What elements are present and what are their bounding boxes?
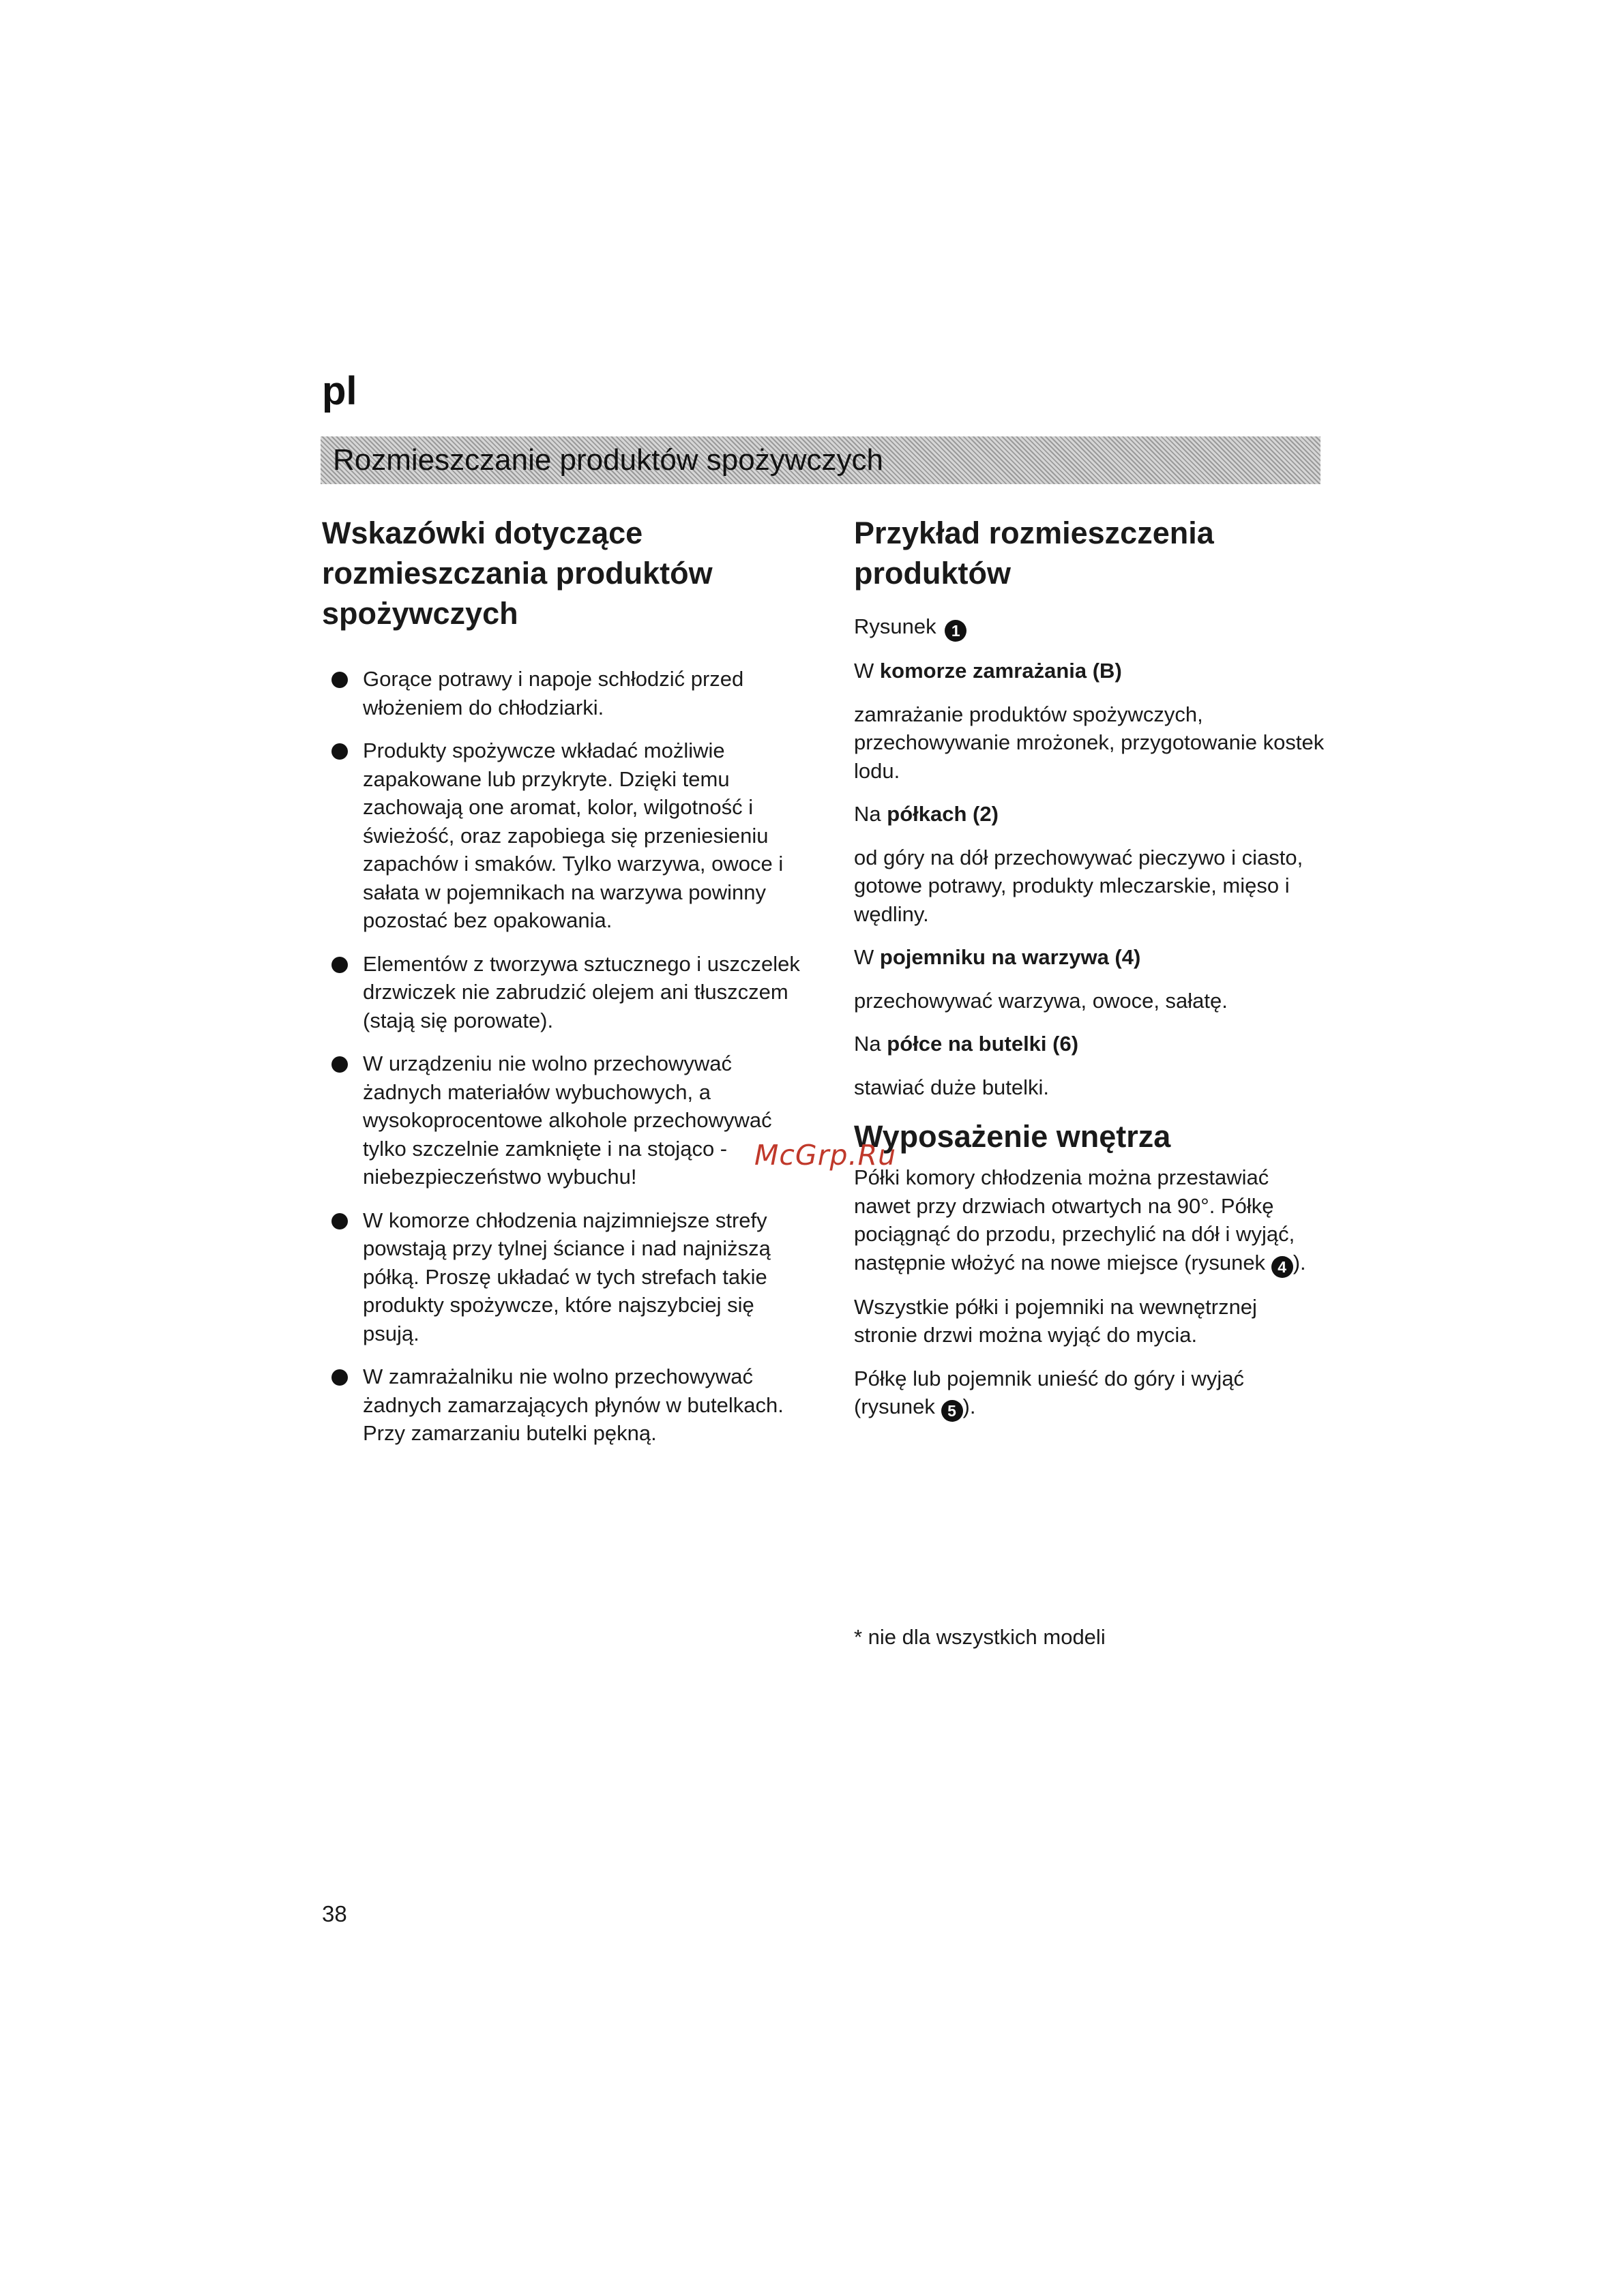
interior-heading: Wyposażenie wnętrza [854, 1119, 1171, 1154]
item-text: przechowywać warzywa, owoce, sałatę. [854, 988, 1228, 1013]
item-label: W pojemniku na warzywa (4) [854, 945, 1141, 969]
bullet-icon [331, 1213, 348, 1229]
list-item: Produkty spożywcze wkładać możliwie zapakowane lub przykryte. Dzięki temu zachowają one aromat, kolor, wilgotność i świeżość, oraz zapobiega się przeniesieniu zapachów i smaków. Tylko warzywa, owoce i sałata w pojemnikach na warzywa powinny pozostać bez opakowania. [322, 736, 813, 935]
list-item: W urządzeniu nie wolno przechowywać żadnych materiałów wybuchowych, a wysokoprocentowe alkohole przechowywać tylko szczelnie zamknięte i na stojąco - niebezpieczeństwo wybuchu! [322, 1049, 813, 1191]
figure-number-badge: 5 [941, 1400, 963, 1422]
item-label: Na półkach (2) [854, 802, 999, 826]
interior-paragraph-3: Półkę lub pojemnik unieść do góry i wyjąć (rysunek 5 ). [854, 1365, 1325, 1422]
figure-number-badge: 4 [1271, 1256, 1293, 1278]
list-item: Gorące potrawy i napoje schłodzić przed włożeniem do chłodziarki. [322, 665, 813, 721]
tips-list [322, 665, 813, 1448]
figure-number-badge: 1 [945, 620, 966, 642]
section-banner [321, 436, 1320, 484]
bullet-icon [331, 1056, 348, 1073]
interior-paragraph-2: Wszystkie półki i pojemniki na wewnętrznej stronie drzwi można wyjąć do mycia. [854, 1294, 1257, 1347]
item-label: Na półce na butelki (6) [854, 1032, 1079, 1056]
language-code: pl [322, 369, 357, 413]
tips-heading: Wskazówki dotyczące rozmieszczania produktów spożywczych [322, 516, 713, 631]
footnote: * nie dla wszystkich modeli [854, 1625, 1106, 1649]
list-item: Elementów z tworzywa sztucznego i uszczelek drzwiczek nie zabrudzić olejem ani tłuszczem (stają się porowate). [322, 950, 813, 1035]
interior-paragraph-1: Półki komory chłodzenia można przestawiać nawet przy drzwiach otwartych na 90°. Półkę pociągnąć do przodu, przechylić na dół i wyjąć, następnie włożyć na nowe miejsce (rysunek 4 ). [854, 1163, 1325, 1278]
left-column [322, 513, 813, 1463]
watermark: McGrp.Ru [754, 1139, 897, 1172]
list-item: W komorze chłodzenia najzimniejsze strefy powstają przy tylnej ściance i nad najniższą półką. Proszę układać w tych strefach takie produkty spożywcze, które najszybciej się psują. [322, 1206, 813, 1348]
page-number: 38 [322, 1901, 347, 1926]
bullet-icon [331, 957, 348, 973]
bullet-icon [331, 1369, 348, 1386]
item-text: od góry na dół przechowywać pieczywo i ciasto, gotowe potrawy, produkty mleczarskie, mięso i wędliny. [854, 845, 1303, 926]
bullet-icon [331, 672, 348, 688]
item-text: stawiać duże butelki. [854, 1075, 1050, 1099]
banner-title: Rozmieszczanie produktów spożywczych [333, 443, 883, 477]
list-item: W zamrażalniku nie wolno przechowywać żadnych zamarzających płynów w butelkach. Przy zamarzaniu butelki pękną. [322, 1362, 813, 1448]
example-heading: Przykład rozmieszczenia produktów [854, 516, 1214, 591]
right-column [854, 513, 1325, 1437]
figure-reference: Rysunek 1 [854, 612, 1325, 642]
bullet-icon [331, 743, 348, 760]
item-text: zamrażanie produktów spożywczych, przechowywanie mrożonek, przygotowanie kostek lodu. [854, 702, 1325, 783]
item-label: W komorze zamrażania (B) [854, 659, 1122, 683]
